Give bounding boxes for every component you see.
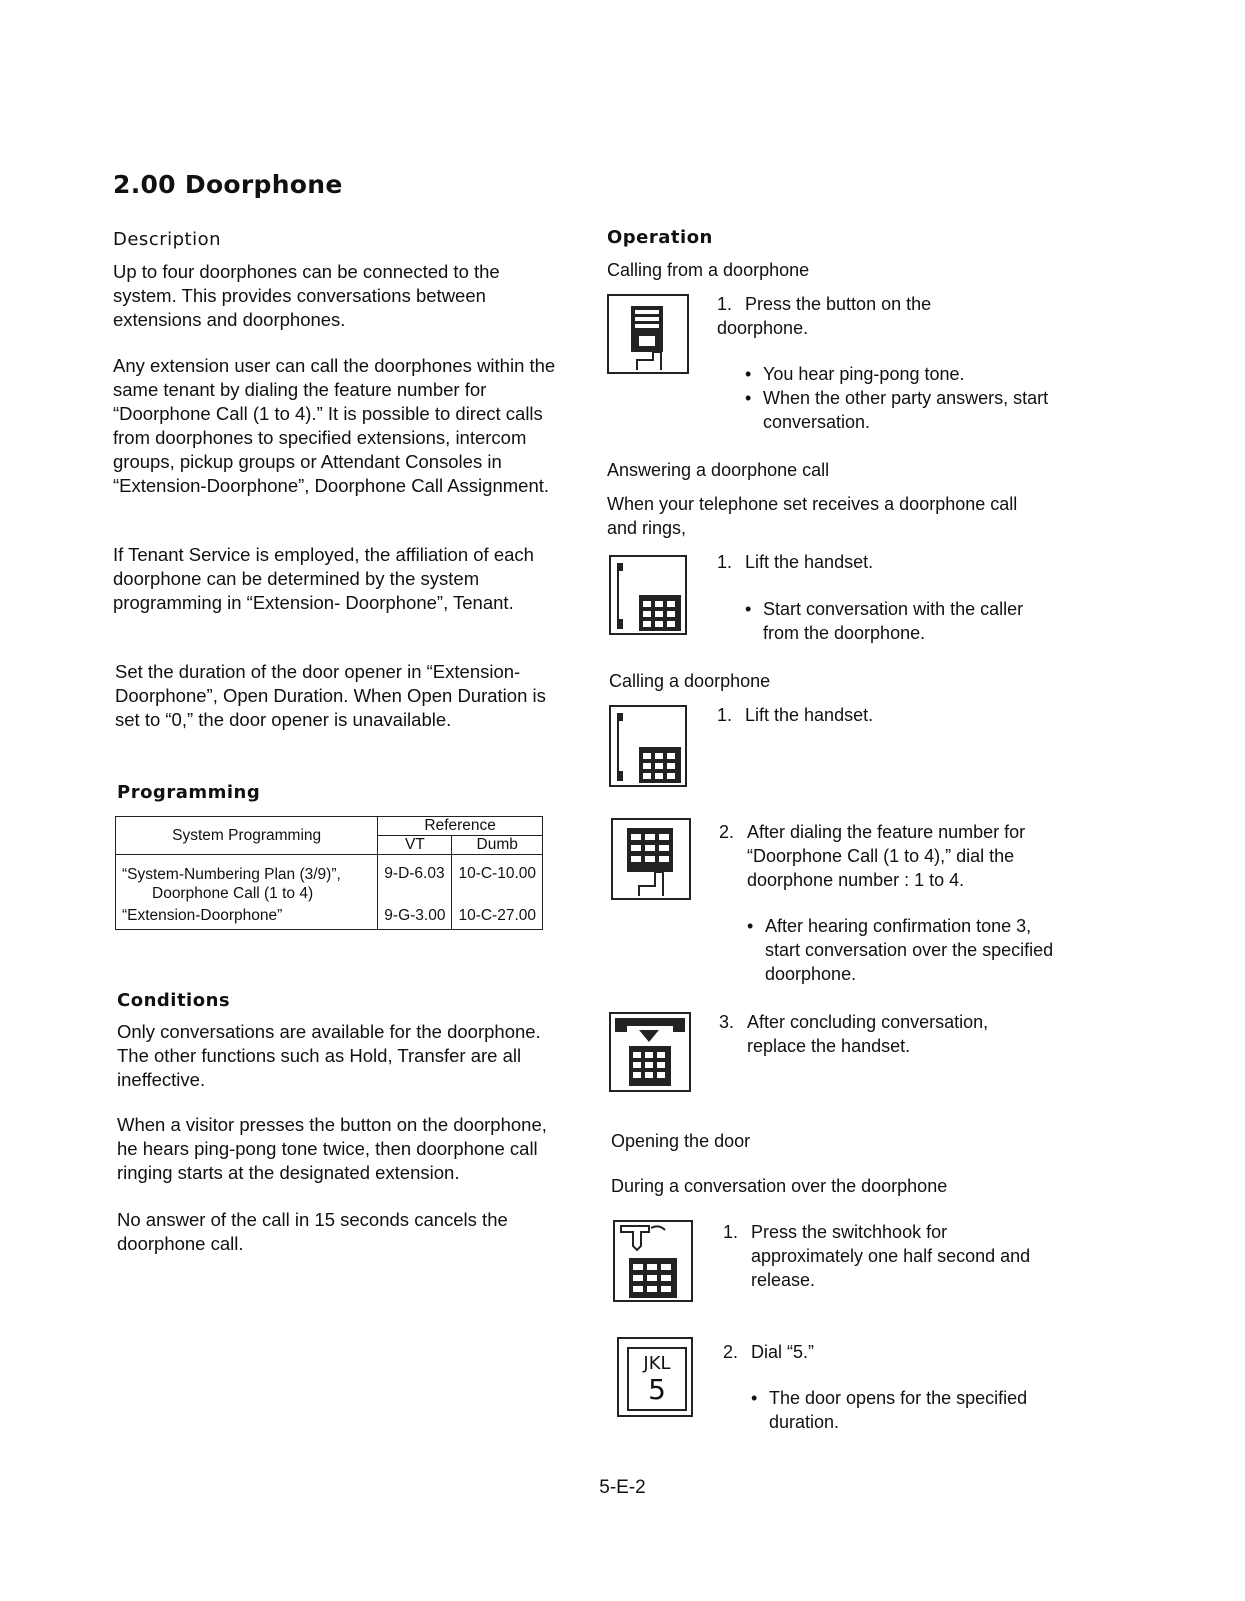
table-row: [116, 855, 543, 906]
operation-heading: Operation: [607, 227, 713, 248]
conditions-para-1: Only conversations are available for the doorphone. The other functions such as Hold, Transfer are all ineffective.: [117, 1021, 541, 1090]
table-cell-dumb: 10-C-27.00: [452, 905, 543, 930]
table-cell-name: “Extension-Doorphone”: [116, 905, 378, 930]
table-header-vt: VT: [378, 836, 452, 855]
description-heading: Description: [113, 229, 222, 250]
description-para-2: Any extension user can call the doorphones within the same tenant by dialing the feature number for “Doorphone Call (1 to 4).” It is possible to direct calls from doorphones to specified extensions, intercom groups, pickup groups or Attendant Consoles in “Extension-Doorphone”, Doorphone Call Assignment.: [113, 355, 556, 496]
table-row: [116, 905, 543, 930]
opening-step-2: 2. Dial “5.”: [723, 1342, 815, 1362]
calling-from-title: Calling from a doorphone: [607, 260, 810, 280]
description-para-3: If Tenant Service is employed, the affiliation of each doorphone can be determined by the system programming in “Extension- Doorphone”, Tenant.: [113, 544, 534, 613]
calling-a-title: Calling a doorphone: [609, 671, 771, 691]
programming-table: [115, 816, 543, 930]
table-cell-vt: 9-G-3.00: [378, 905, 452, 930]
answering-step-1: 1. Lift the handset.: [717, 552, 874, 572]
dial-5-key-icon: [617, 1337, 693, 1417]
conditions-para-2: When a visitor presses the button on the doorphone, he hears ping-pong tone twice, then doorphone call ringing starts at the designated extension.: [117, 1114, 547, 1183]
calling-a-step-3: 3. After concluding conversation, replace the handset.: [719, 1012, 989, 1056]
answering-intro: When your telephone set receives a doorphone call and rings,: [607, 494, 1018, 538]
opening-bullet-1: • The door opens for the specified duration.: [751, 1386, 1029, 1434]
answering-title: Answering a doorphone call: [607, 460, 830, 480]
description-para-4: Set the duration of the door opener in “Extension-Doorphone”, Open Duration. When Open Duration is set to “0,” the door opener is unavailable.: [115, 661, 546, 730]
calling-from-step-1: 1. Press the button on the doorphone.: [717, 294, 932, 338]
table-cell-vt: 9-D-6.03: [378, 855, 452, 906]
opening-step-1: 1. Press the switchhook for approximately one half second and release.: [723, 1222, 1031, 1290]
switchhook-icon: [613, 1220, 693, 1302]
table-header-dumb: Dumb: [452, 836, 543, 855]
doorphone-button-icon: [607, 294, 689, 374]
table-cell-dumb: 10-C-10.00: [452, 855, 543, 906]
table-header-system: System Programming: [116, 817, 378, 855]
table-header-reference: Reference: [378, 817, 543, 836]
answering-bullet-1: • Start conversation with the caller from the doorphone.: [745, 597, 1033, 645]
table-cell-name-sub: Doorphone Call (1 to 4): [152, 885, 314, 902]
programming-heading: Programming: [117, 782, 261, 803]
opening-title: Opening the door: [611, 1131, 751, 1151]
description-para-1: Up to four doorphones can be connected to the system. This provides conversations between extensions and doorphones.: [113, 261, 500, 330]
opening-subtitle: During a conversation over the doorphone: [611, 1176, 948, 1196]
calling-a-step-1: 1. Lift the handset.: [717, 705, 874, 725]
lift-handset-icon: [609, 555, 687, 635]
key-digit: 5: [648, 1373, 666, 1406]
table-cell-name: “System-Numbering Plan (3/9)”,: [122, 866, 341, 883]
replace-handset-icon: [609, 1012, 691, 1092]
lift-handset-icon: [609, 705, 687, 787]
page-title: 2.00 Doorphone: [113, 170, 343, 199]
calling-from-bullet-1: • You hear ping-pong tone.: [745, 362, 1063, 386]
calling-a-bullet-1: • After hearing confirmation tone 3, start conversation over the specified doorphone.: [747, 914, 1065, 986]
conditions-para-3: No answer of the call in 15 seconds cancels the doorphone call.: [117, 1209, 508, 1254]
calling-from-bullet-2: • When the other party answers, start conversation.: [745, 386, 1063, 434]
dial-keypad-icon: [611, 818, 691, 900]
page-number: 5-E-2: [599, 1477, 646, 1498]
key-letters: JKL: [643, 1353, 671, 1374]
conditions-heading: Conditions: [117, 990, 231, 1011]
calling-a-step-2: 2. After dialing the feature number for “Doorphone Call (1 to 4),” dial the doorphone number : 1 to 4.: [719, 822, 1026, 890]
